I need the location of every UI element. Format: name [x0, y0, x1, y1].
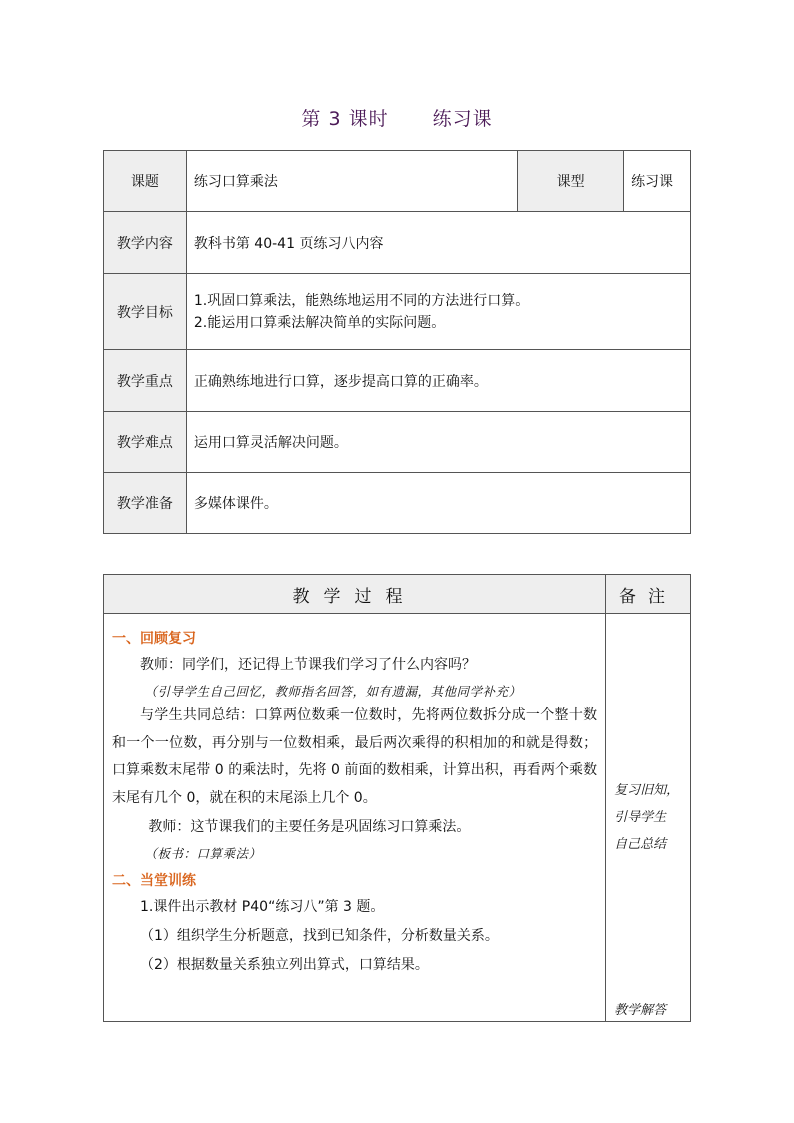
content-label: 教学内容 [104, 212, 187, 274]
process-content [104, 614, 606, 1022]
teacher-statement: 教师：这节课我们的主要任务是巩固练习口算乘法。 [148, 819, 471, 835]
content-value: 教科书第 40-41 页练习八内容 [186, 212, 690, 274]
notes-review [614, 777, 679, 858]
difficulty-value: 运用口算灵活解决问题。 [186, 412, 690, 473]
note-line: 自己总结 [614, 837, 667, 852]
info-row-content [104, 212, 691, 274]
note-line: 引导学生 [614, 810, 667, 825]
key-label: 教学重点 [104, 350, 187, 412]
teacher-question: 教师：同学们，还记得上节课我们学习了什么内容吗？ [140, 657, 476, 673]
goal-line: 2.能运用口算乘法解决简单的实际问题。 [193, 314, 446, 331]
note-answer: 教学解答 [614, 1003, 667, 1018]
goal-label: 教学目标 [104, 274, 187, 350]
type-label: 课型 [518, 151, 624, 212]
note-line: 复习旧知， [614, 783, 680, 798]
info-row-key [104, 350, 691, 412]
topic-value: 练习口算乘法 [186, 151, 517, 212]
info-row-goal [104, 274, 691, 350]
info-row-topic [104, 151, 691, 212]
notes-heading: 备注 [606, 575, 691, 614]
lesson-number: 第 3 课时 [301, 108, 389, 130]
process-body-row [104, 614, 691, 1022]
prep-label: 教学准备 [104, 473, 187, 534]
difficulty-label: 教学难点 [104, 412, 187, 473]
prep-value: 多媒体课件。 [186, 473, 690, 534]
board-note: （板书：口算乘法） [144, 846, 262, 861]
type-value: 练习课 [624, 151, 691, 212]
summary-paragraph: 与学生共同总结：口算两位数乘一位数时，先将两位数拆分成一个整十数和一个一位数，再分别与一位数相乘，最后两次乘得的积相加的和就是得数；口算乘数末尾带 0 的乘法时，先将 0 前面的数相乘，计算出积，再看两个乘数末尾有几个 0，就在积的末尾添上几个 0。 [112, 707, 598, 806]
goal-line: 1.巩固口算乘法，能熟练地运用不同的方法进行口算。 [193, 292, 530, 309]
teaching-process-table [103, 574, 691, 1022]
info-row-difficulty [104, 412, 691, 473]
info-row-prep [104, 473, 691, 534]
guidance-note: （引导学生自己回忆，教师指名回答，如有遗漏，其他同学补充） [144, 684, 522, 699]
lesson-type: 练习课 [432, 108, 493, 130]
exercise-step: （1）组织学生分析题意，找到已知条件，分析数量关系。 [140, 928, 499, 944]
section-heading: 二、当堂训练 [112, 873, 196, 889]
notes-column [606, 614, 691, 1022]
page-title [0, 104, 794, 131]
lesson-info-table [103, 150, 691, 534]
exercise-step: （2）根据数量关系独立列出算式，口算结果。 [140, 957, 429, 973]
goal-value [186, 274, 690, 350]
key-value: 正确熟练地进行口算，逐步提高口算的正确率。 [186, 350, 690, 412]
exercise-item: 1.课件出示教材 P40“练习八”第 3 题。 [140, 899, 385, 915]
section-heading: 一、回顾复习 [112, 631, 196, 647]
process-heading: 教学过程 [104, 575, 606, 614]
topic-label: 课题 [104, 151, 187, 212]
process-header-row [104, 575, 691, 614]
